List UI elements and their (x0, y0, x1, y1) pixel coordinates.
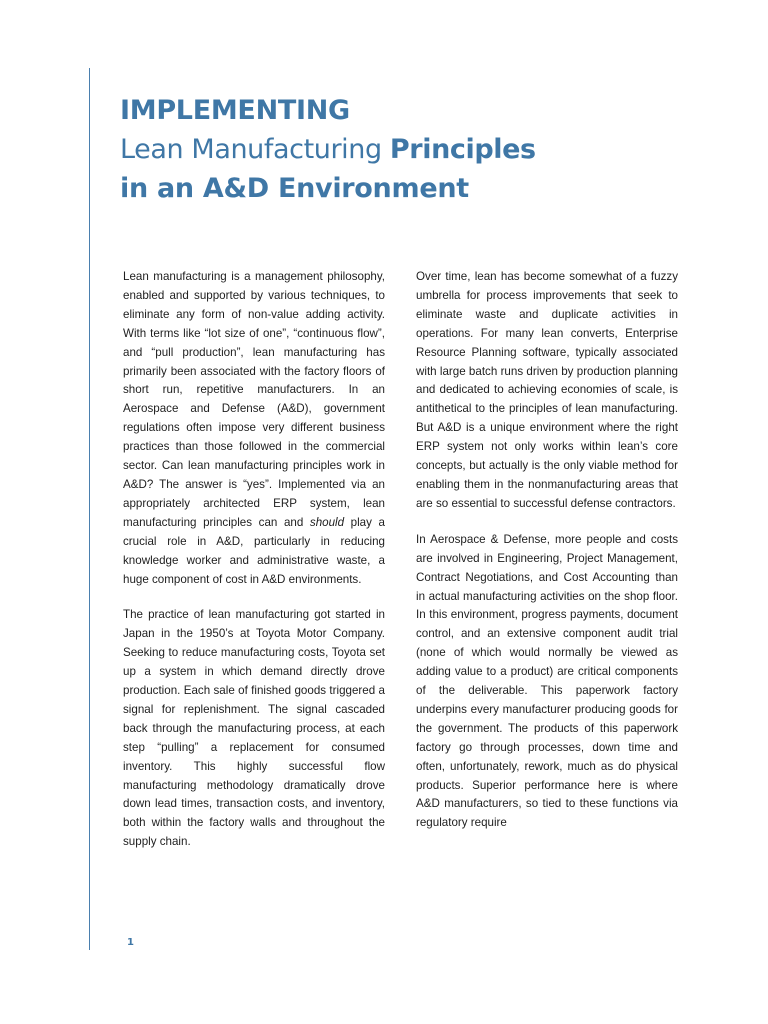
right-column (416, 268, 678, 850)
title-line-2 (120, 130, 536, 170)
title-line-2-light: Lean Manufacturing (120, 134, 390, 165)
title-line-2-bold: Principles (389, 134, 536, 165)
margin-rule (89, 68, 90, 950)
right-paragraph-1: Over time, lean has become somewhat of a fuzzy umbrella for process improvements that seek to eliminate waste and duplicate activities in operations. For many lean converts, Enterprise Resource Planning software, typically associated with large batch runs driven by production planning and dedicated to achieving economies of scale, is antithetical to the principles of lean manufacturing. But A&D is a unique environment where the right ERP system not only works within lean’s core concepts, but actually is the only viable method for enabling them in the nonmanufacturing areas that are so essential to successful defense contractors. (416, 270, 678, 510)
title-line-1: IMPLEMENTING (120, 95, 350, 126)
right-paragraph-2: In Aerospace & Defense, more people and costs are involved in Engineering, Project Management, Contract Negotiations, and Cost Accounting than in actual manufacturing activities on the shop floor. In this environment, progress payments, document control, and an extensive component audit trial (none of which would normally be viewed as adding value to a product) are critical components of the deliverable. This paperwork factory underpins every manufacturer producing goods for the government. The products of this paperwork factory go through processes, down time and often, unfortunately, rework, much as do physical products. Superior performance here is where A&D manufacturers, so tied to these functions via regulatory require (416, 532, 678, 830)
title-line-3: in an A&D Environment (120, 173, 469, 204)
left-paragraph-1-emphasis: should (309, 515, 345, 529)
left-column (123, 268, 385, 869)
page-title (120, 92, 536, 208)
left-paragraph-2: The practice of lean manufacturing got started in Japan in the 1950’s at Toyota Motor Company. Seeking to reduce manufacturing costs, Toyota set up a system in which demand directly drove production. Each sale of finished goods triggered a signal for replenishment. The signal cascaded back through the manufacturing process, at each step “pulling” a replacement for consumed inventory. This highly successful flow manufacturing methodology dramatically drove down lead times, transaction costs, and inventory, both within the factory walls and throughout the supply chain. (123, 608, 385, 849)
page-number: 1 (127, 937, 134, 948)
left-paragraph-1-text-a: Lean manufacturing is a management philosophy, enabled and supported by various techniques, to eliminate any form of non-value adding activity. With terms like “lot size of one”, “continuous flow”, and “pull production”, lean manufacturing has primarily been associated with the factory floors of short run, repetitive manufacturers. In an Aerospace and Defense (A&D), government regulations often impose very different business practices than those followed in the commercial sector. Can lean manufacturing principles work in A&D? The answer is “yes”. Implemented via an appropriately architected ERP system, lean manufacturing principles can and (123, 270, 385, 529)
left-paragraph-1-text-b: play a crucial role in A&D, particularly in reducing knowledge worker and administrative waste, a huge component of cost in A&D environments. (123, 515, 385, 586)
left-paragraph-1 (123, 268, 385, 589)
